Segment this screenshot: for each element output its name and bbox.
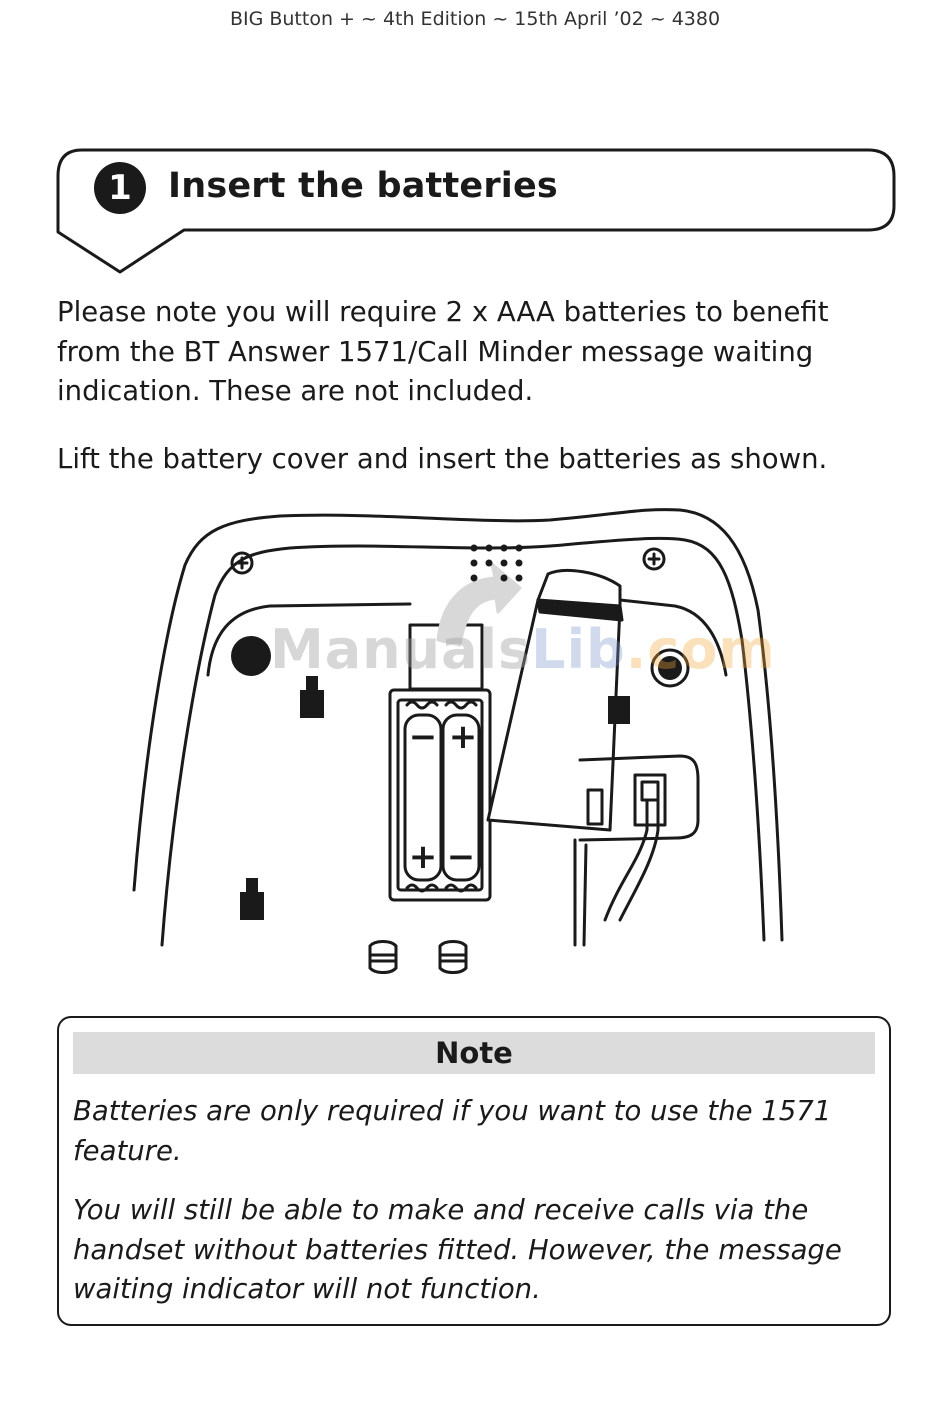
note-box [57,1016,891,1326]
battery-symbol: − [408,717,438,757]
running-header: BIG Button + ~ 4th Edition ~ 15th April ’02 ~ 4380 [229,8,721,30]
watermark-part: .com [625,618,776,681]
battery-requirement-paragraph: Please note you will require 2 x AAA batteries to benefit from the BT Answer 1571/Call Minder message waiting indication. These are not included. [57,296,829,407]
note-text: You will still be able to make and receive calls via the handset without batteries fitted. However, the message waiting indicator will not function. [73,1194,842,1305]
battery-compartment-illustration [120,500,800,990]
battery-instruction-paragraph: Lift the battery cover and insert the batteries as shown. [57,443,828,475]
battery-symbol: − [446,837,476,877]
step-number-badge: 1 [94,162,146,214]
note-heading: Note [73,1032,875,1074]
watermark-part: Lib [531,618,626,681]
step-title: Insert the batteries [168,166,558,206]
watermark [270,618,776,681]
note-text: Batteries are only required if you want to use the 1571 feature. [73,1095,832,1167]
battery-symbol: + [448,717,478,757]
watermark-part: Manuals [270,618,532,681]
battery-symbol: + [408,837,438,877]
